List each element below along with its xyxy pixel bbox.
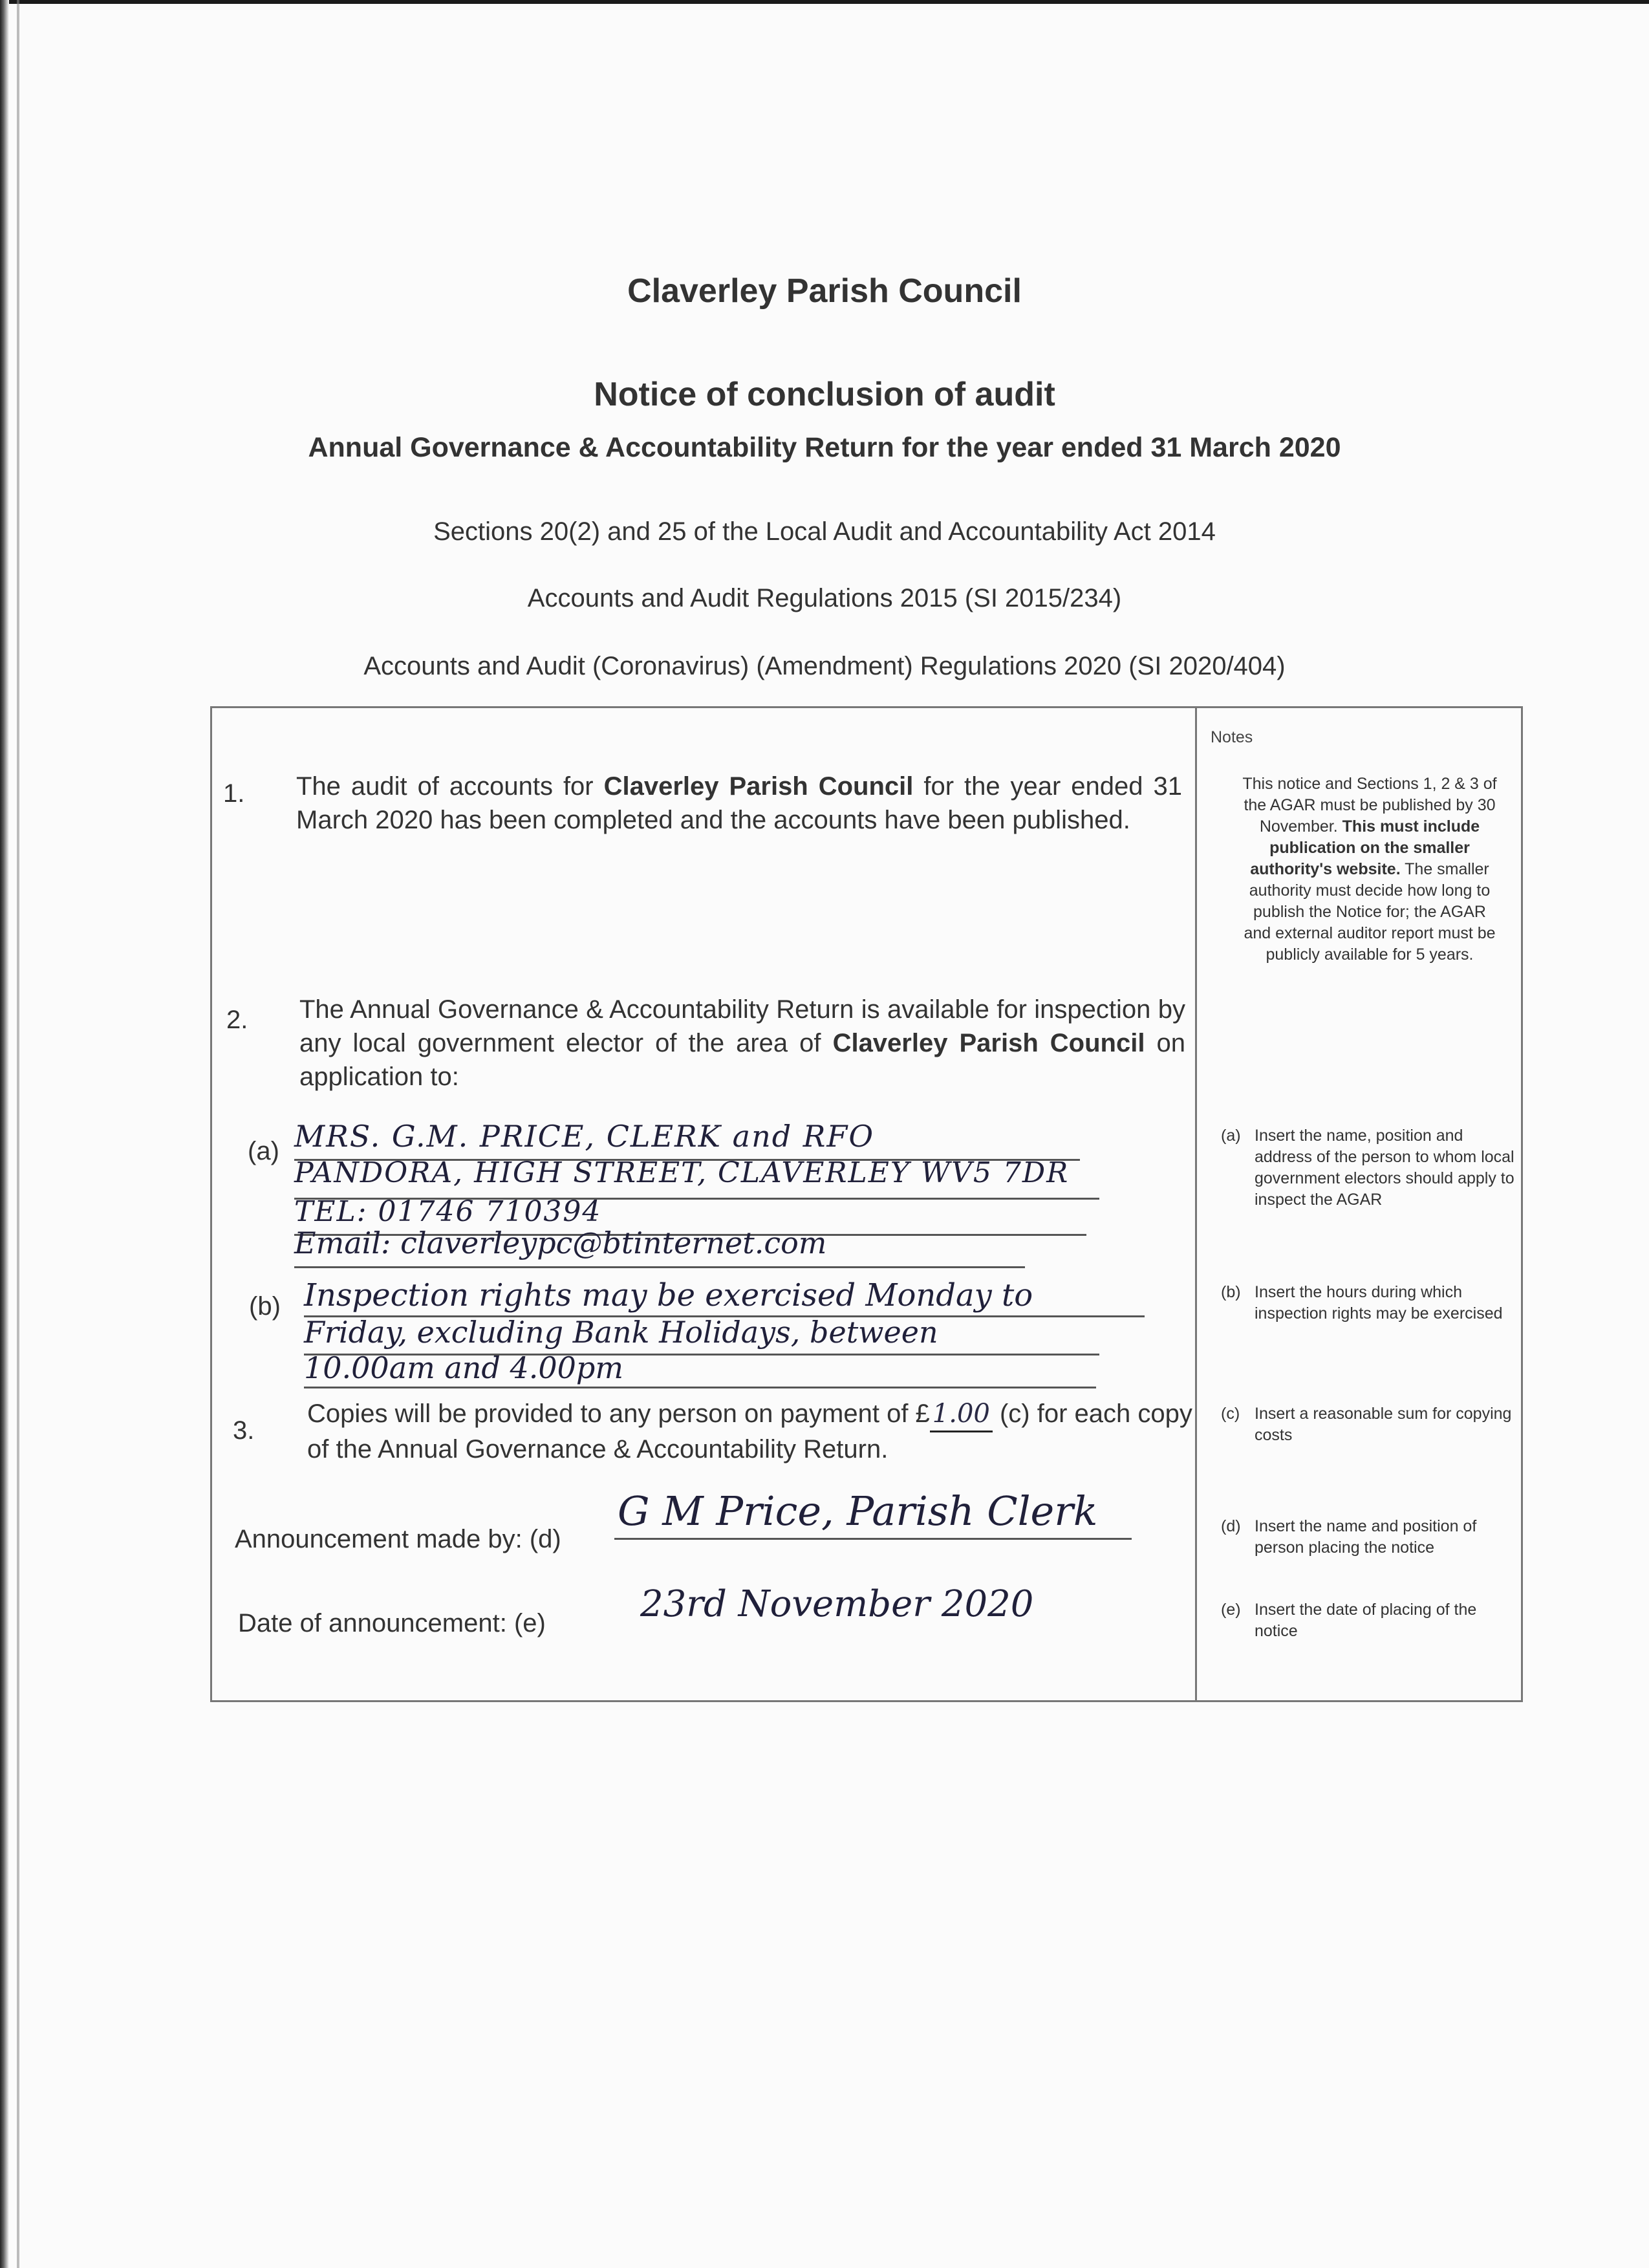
- notes-heading: Notes: [1211, 728, 1253, 746]
- note-publication-post: The smaller authority must decide how long to publish the Notice for; the AGAR and external auditor report must be publicly available for 5 years.: [1244, 860, 1496, 964]
- note-publication-bold: This must include publication on the smaller authority's website.: [1250, 817, 1480, 878]
- scan-edge-left: [0, 0, 9, 2268]
- legal-reference-coronavirus: Accounts and Audit (Coronavirus) (Amendment) Regulations 2020 (SI 2020/404): [363, 652, 1286, 680]
- field-a-line-4-rule: [294, 1266, 1025, 1268]
- section-2-pre: The Annual Governance & Accountability Return is available for inspection by any local government elector of the area of: [299, 995, 1185, 1057]
- notice-title: Notice of conclusion of audit: [594, 376, 1055, 413]
- note-d-text: Insert the name and position of person placing the notice: [1255, 1517, 1477, 1557]
- field-b-label: (b): [249, 1292, 281, 1321]
- section-2-number: 2.: [226, 1006, 248, 1034]
- announcement-date[interactable]: 23rd November 2020: [640, 1583, 1034, 1625]
- council-title: Claverley Parish Council: [627, 272, 1022, 310]
- section-2-council: Claverley Parish Council: [832, 1029, 1145, 1057]
- field-a-email[interactable]: Email: claverleypc@btinternet.com: [294, 1226, 827, 1260]
- field-a-label: (a): [248, 1137, 279, 1165]
- note-a-label: (a): [1221, 1127, 1241, 1145]
- section-3-text: [307, 1397, 1193, 1466]
- section-3-post: (c) for each copy of the Annual Governance & Accountability Return.: [307, 1399, 1192, 1463]
- section-3-pre: Copies will be provided to any person on payment of £: [307, 1399, 930, 1428]
- note-e-text: Insert the date of placing of the notice: [1255, 1601, 1477, 1640]
- note-e-label: (e): [1221, 1601, 1241, 1619]
- note-publication: [1240, 773, 1499, 966]
- field-a-name[interactable]: MRS. G.M. PRICE, CLERK and RFO: [294, 1119, 875, 1154]
- note-a: [1221, 1125, 1518, 1211]
- note-d-label: (d): [1221, 1517, 1241, 1535]
- note-c-label: (c): [1221, 1405, 1240, 1423]
- section-1-council: Claverley Parish Council: [603, 772, 914, 801]
- legal-reference-regulations: Accounts and Audit Regulations 2015 (SI 2015/234): [527, 584, 1122, 612]
- scan-edge-top: [0, 0, 1649, 4]
- field-b-line-3-rule: [304, 1387, 1096, 1388]
- section-2-post: on application to:: [299, 1029, 1185, 1091]
- section-2-text: [299, 993, 1185, 1094]
- announcement-rule: [614, 1538, 1132, 1540]
- field-a-telephone[interactable]: TEL: 01746 710394: [294, 1195, 602, 1228]
- note-publication-pre: This notice and Sections 1, 2 & 3 of the AGAR must be published by 30 November.: [1242, 775, 1497, 836]
- note-e: [1221, 1599, 1518, 1642]
- note-d: [1221, 1516, 1518, 1559]
- section-1-text: [296, 770, 1182, 837]
- section-1-number: 1.: [223, 779, 245, 808]
- section-1-post: for the year ended 31 March 2020 has been completed and the accounts have been published.: [296, 772, 1182, 834]
- note-a-text: Insert the name, position and address of the person to whom local government electors should apply to inspect the AGAR: [1255, 1127, 1514, 1209]
- note-c: [1221, 1403, 1518, 1446]
- field-b-hours-line-1[interactable]: Inspection rights may be exercised Monday to: [304, 1277, 1033, 1313]
- notes-divider: [1195, 706, 1197, 1702]
- announcement-label: Announcement made by: (d): [235, 1525, 561, 1553]
- section-3-number: 3.: [233, 1416, 255, 1445]
- note-b-text: Insert the hours during which inspection rights may be exercised: [1255, 1283, 1503, 1323]
- copy-fee-field[interactable]: 1.00: [930, 1397, 993, 1432]
- announcement-signature[interactable]: G M Price, Parish Clerk: [618, 1487, 1098, 1535]
- agar-title: Annual Governance & Accountability Return for the year ended 31 March 2020: [308, 432, 1341, 463]
- note-b: [1221, 1282, 1518, 1324]
- field-b-hours-line-2[interactable]: Friday, excluding Bank Holidays, between: [304, 1315, 938, 1350]
- field-b-hours-line-3[interactable]: 10.00am and 4.00pm: [304, 1350, 623, 1385]
- note-b-label: (b): [1221, 1283, 1241, 1301]
- date-label: Date of announcement: (e): [238, 1609, 546, 1637]
- section-1-pre: The audit of accounts for: [296, 772, 594, 801]
- scan-edge-shadow: [17, 0, 19, 2268]
- note-c-text: Insert a reasonable sum for copying costs: [1255, 1405, 1512, 1444]
- field-a-address[interactable]: PANDORA, HIGH STREET, CLAVERLEY WV5 7DR: [294, 1156, 1070, 1189]
- legal-reference-act: Sections 20(2) and 25 of the Local Audit and Accountability Act 2014: [433, 517, 1216, 546]
